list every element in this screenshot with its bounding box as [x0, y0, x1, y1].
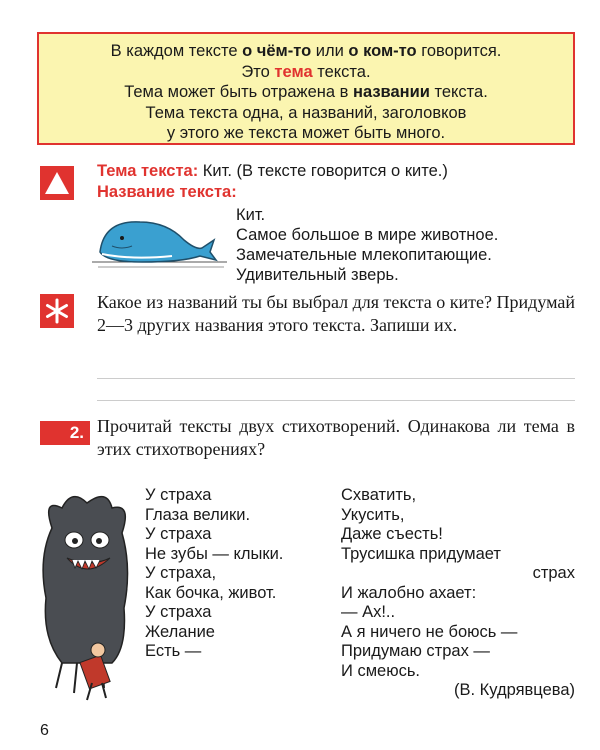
poem-author: (В. Кудрявцева)	[454, 681, 575, 699]
poem-line: Придумаю страх —	[341, 642, 490, 660]
poem-line: Есть —	[145, 642, 202, 660]
title-option: Самое большое в мире животное.	[236, 226, 499, 244]
rule-text: В каждом тексте	[110, 42, 243, 60]
rule-text: Тема может быть отражена в	[124, 83, 353, 101]
poem-line: Не зубы — клыки.	[145, 544, 284, 563]
asterisk-icon	[40, 294, 74, 328]
rule-bold-text: о чём-то	[242, 42, 312, 60]
rule-text: или	[311, 42, 349, 60]
name-label: Название текста:	[97, 183, 237, 201]
rule-text: текста.	[312, 62, 371, 81]
poem-line: Желание	[145, 622, 215, 641]
task-star-text: Какое из названий ты бы выбрал для текста о ките? Придумай 2—3 других названия этого текста. Запиши их.	[97, 292, 575, 335]
rule-text: текста.	[429, 83, 488, 101]
task-2-text: Прочитай тексты двух стихотворений. Одинакова ли тема в этих стихотворениях?	[97, 416, 575, 459]
poem-line: У страха	[145, 525, 212, 543]
fear-monster-illustration	[32, 488, 137, 713]
rule-line-5: у этого же текста может быть много.	[166, 124, 446, 142]
rule-bold-text: названии	[352, 83, 430, 101]
poem-line: У страха,	[145, 564, 217, 582]
triangle-icon	[40, 166, 74, 200]
title-option: Замечательные млекопитающие.	[236, 246, 492, 264]
poem-line: страх	[532, 564, 575, 582]
whale-illustration	[92, 210, 227, 277]
task-number-badge: 2.	[40, 421, 90, 445]
rule-line-1	[39, 41, 573, 62]
poem-line: И жалобно ахает:	[341, 583, 477, 602]
rule-term-highlight: тема	[274, 62, 313, 81]
rule-line-3	[39, 82, 573, 103]
topic-row	[97, 162, 448, 181]
poem-line: Схватить,	[341, 486, 417, 504]
poem-line: У страха	[145, 603, 212, 621]
poem-line: Укусить,	[341, 505, 405, 524]
writing-line	[97, 400, 575, 401]
rule-bold-text: о ком-то	[348, 42, 417, 60]
poem-line: Как бочка, живот.	[145, 583, 277, 602]
poem-line: А я ничего не боюсь —	[341, 622, 518, 641]
poem-2	[341, 486, 575, 701]
rule-line-4: Тема текста одна, а названий, заголовков	[145, 103, 467, 122]
rule-text: говорится.	[416, 42, 502, 60]
title-list	[236, 205, 498, 285]
title-option: Кит.	[236, 206, 266, 224]
rule-note-box	[37, 32, 575, 145]
page-number: 6	[40, 722, 49, 739]
topic-label: Тема текста:	[97, 162, 199, 180]
poem-line: И смеюсь.	[341, 661, 421, 680]
poem-line: Трусишка придумает	[341, 544, 501, 563]
title-option: Удивительный зверь.	[236, 266, 399, 284]
writing-line	[97, 378, 575, 379]
poem-line: У страха	[145, 486, 212, 504]
poem-line: Глаза велики.	[145, 505, 251, 524]
rule-line-2	[39, 62, 573, 83]
topic-value: Кит. (В тексте говорится о ките.)	[198, 162, 448, 180]
poem-line: — Ах!..	[341, 603, 396, 621]
poem-1	[145, 486, 283, 662]
rule-text: Это	[241, 62, 275, 81]
poem-line: Даже съесть!	[341, 525, 443, 543]
